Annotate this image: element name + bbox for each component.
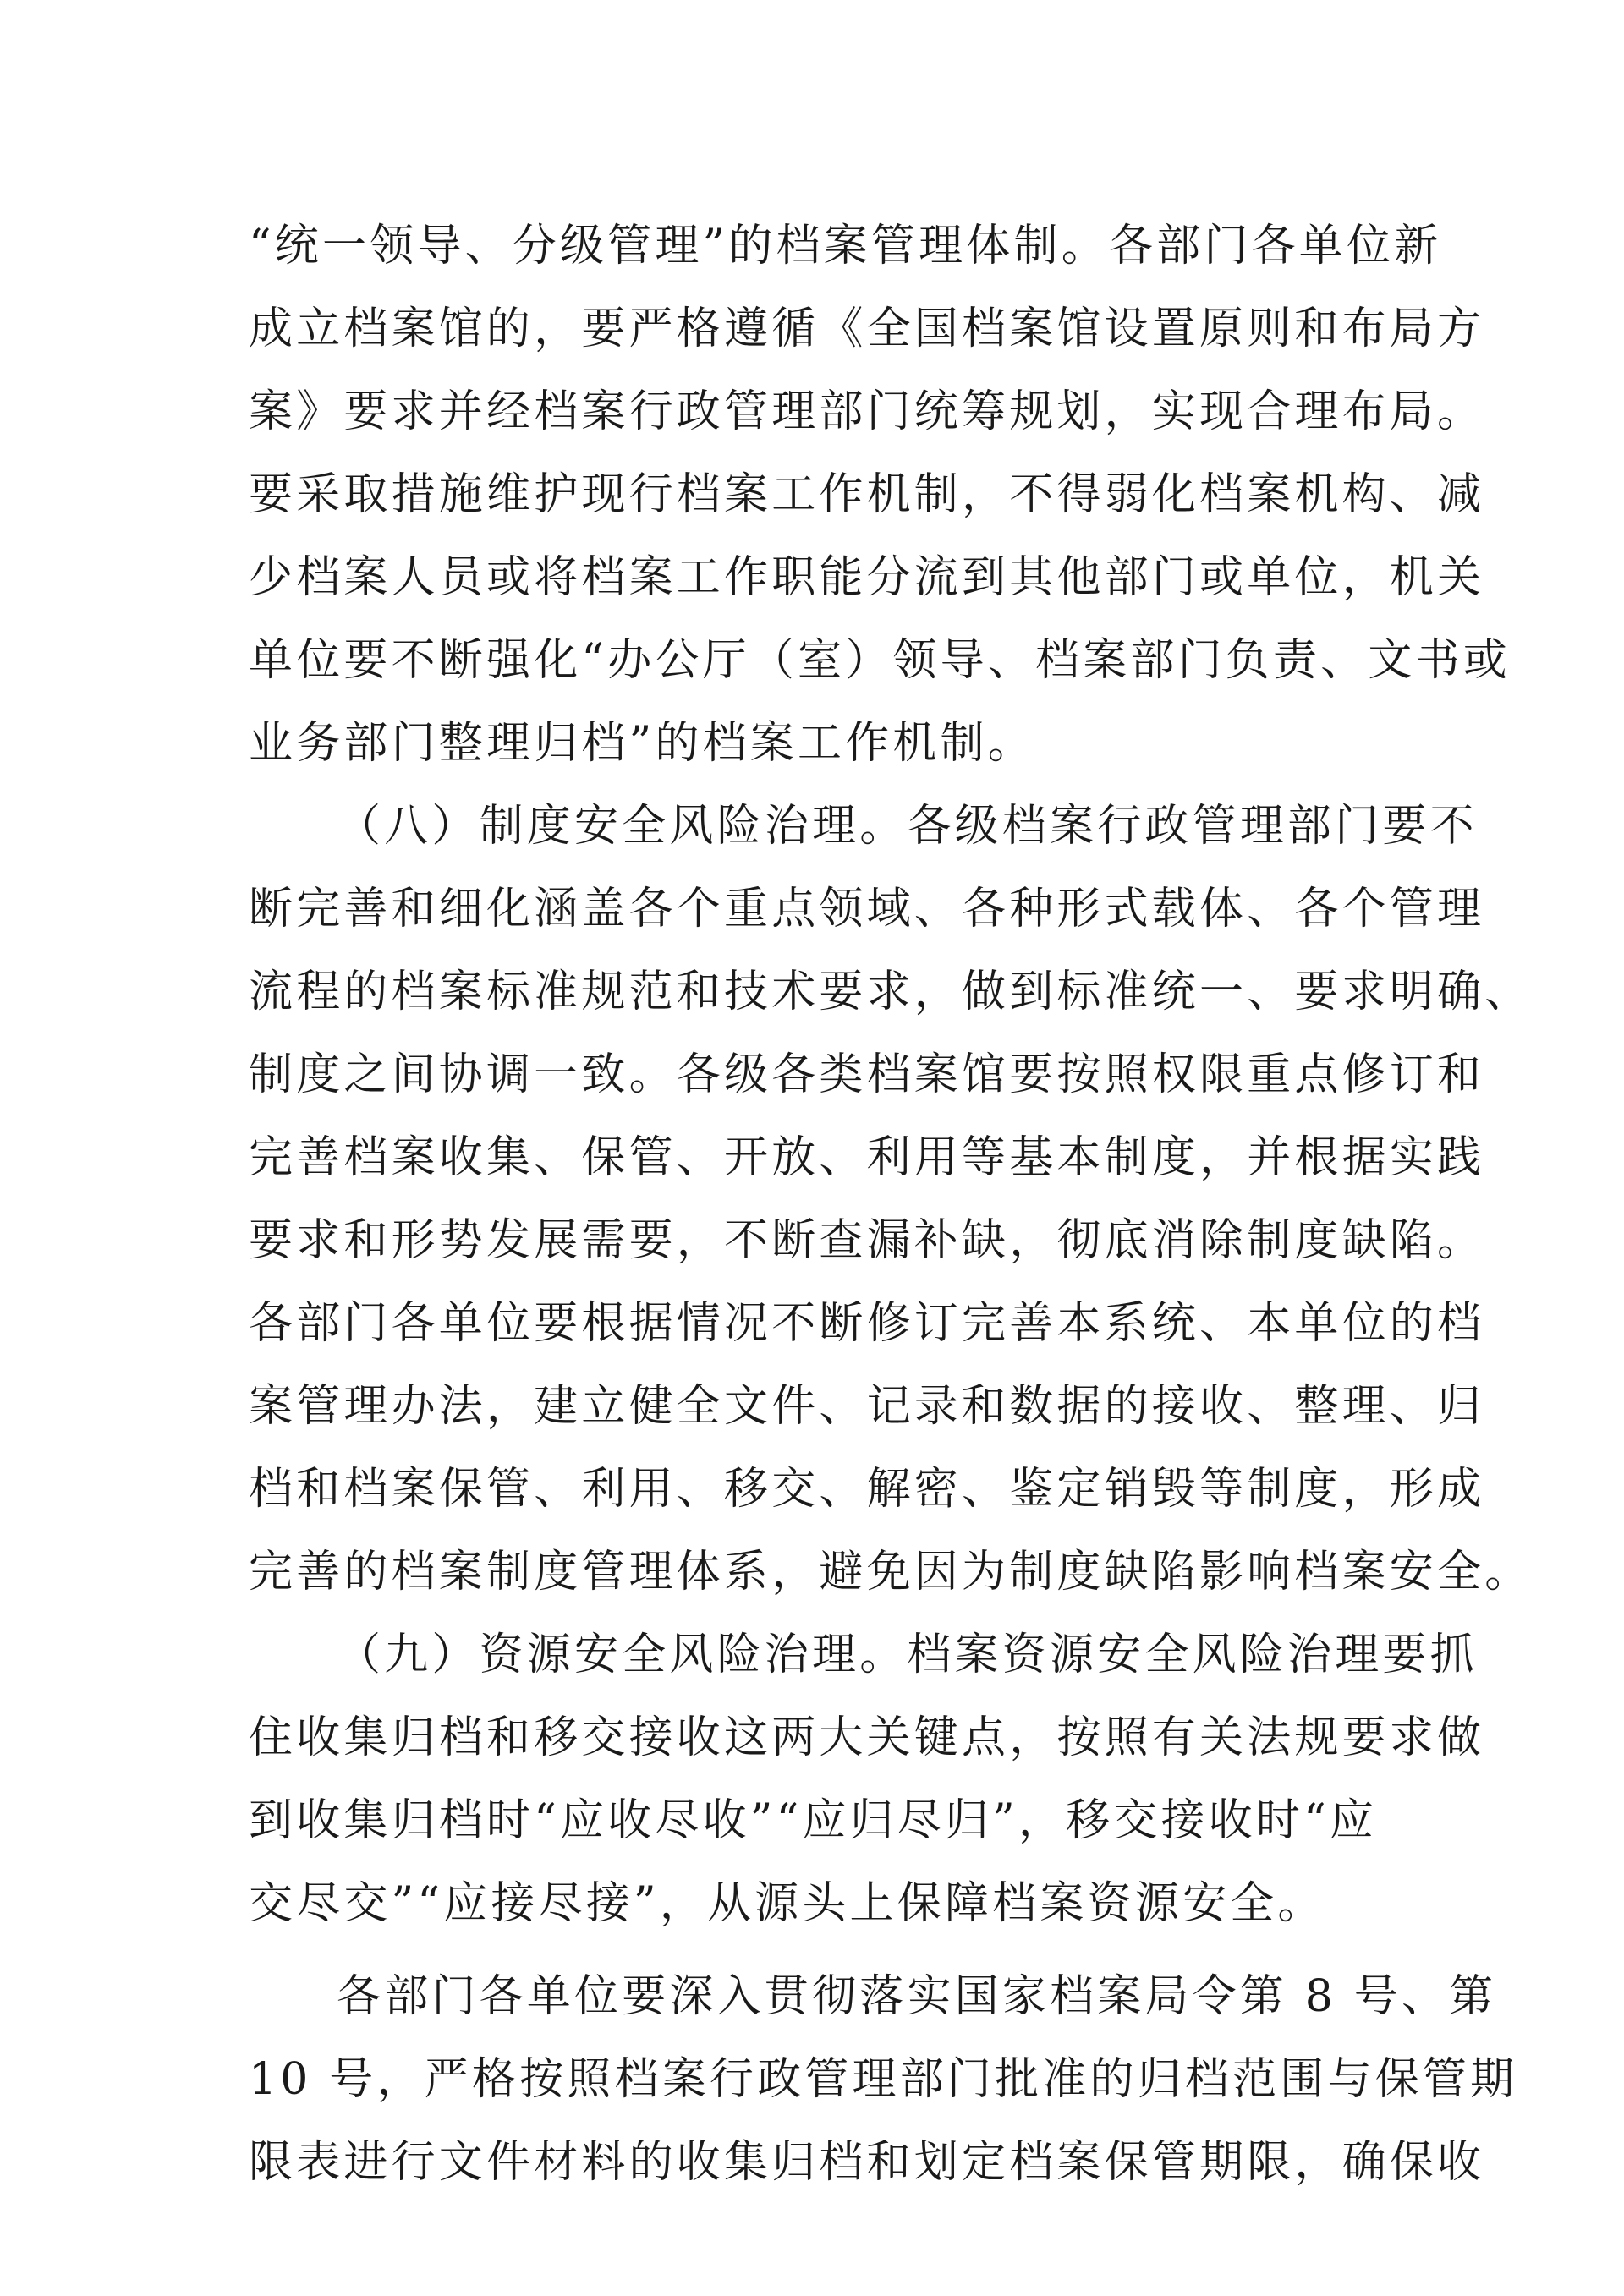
document-body bbox=[249, 205, 1533, 2204]
text-line: 各部门各单位要根据情况不断修订完善本系统、本单位的档 bbox=[249, 1298, 1485, 1349]
text-line: 流程的档案标准规范和技术要求，做到标准统一、要求明确、 bbox=[249, 967, 1533, 1017]
text-line: 交尽交”“应接尽接”，从源头上保障档案资源安全。 bbox=[249, 1878, 1325, 1929]
text-line: 业务部门整理归档”的档案工作机制。 bbox=[249, 718, 1035, 769]
text-line: 要采取措施维护现行档案工作机制，不得弱化档案机构、减 bbox=[249, 469, 1485, 520]
paragraph-implementation bbox=[249, 1955, 1518, 2204]
text-line: 少档案人员或将档案工作职能分流到其他部门或单位，机关 bbox=[249, 552, 1485, 603]
text-line: 住收集归档和移交接收这两大关键点，按照有关法规要求做 bbox=[249, 1712, 1485, 1763]
text-line: “统一领导、分级管理”的档案管理体制。各部门各单位新 bbox=[249, 221, 1442, 271]
text-line: 各部门各单位要深入贯彻落实国家档案局令第 8 号、第 bbox=[337, 1971, 1497, 2022]
text-line: 到收集归档时“应收尽收”“应归尽归”，移交接收时“应 bbox=[249, 1795, 1378, 1846]
text-line: 档和档案保管、利用、移交、解密、鉴定销毁等制度，形成 bbox=[249, 1464, 1485, 1515]
text-line: 限表进行文件材料的收集归档和划定档案保管期限，确保收 bbox=[249, 2137, 1485, 2188]
text-line: （九）资源安全风险治理。档案资源安全风险治理要抓 bbox=[337, 1630, 1478, 1680]
text-line: 完善的档案制度管理体系，避免因为制度缺陷影响档案安全。 bbox=[249, 1547, 1533, 1597]
text-line: 完善档案收集、保管、开放、利用等基本制度，并根据实践 bbox=[249, 1132, 1485, 1183]
text-line: 单位要不断强化“办公厅（室）领导、档案部门负责、文书或 bbox=[249, 635, 1511, 686]
text-line: （八）制度安全风险治理。各级档案行政管理部门要不 bbox=[337, 801, 1478, 852]
paragraph-section-8 bbox=[249, 785, 1533, 1614]
text-line: 10 号，严格按照档案行政管理部门批准的归档范围与保管期 bbox=[249, 2054, 1518, 2105]
paragraph-gap bbox=[249, 1945, 1416, 1955]
text-line: 断完善和细化涵盖各个重点领域、各种形式载体、各个管理 bbox=[249, 884, 1485, 934]
text-line: 案管理办法，建立健全文件、记录和数据的接收、整理、归 bbox=[249, 1381, 1485, 1432]
paragraph-institutional-system bbox=[249, 205, 1511, 785]
text-line: 制度之间协调一致。各级各类档案馆要按照权限重点修订和 bbox=[249, 1049, 1485, 1100]
paragraph-section-9 bbox=[249, 1614, 1485, 1945]
text-line: 要求和形势发展需要，不断查漏补缺，彻底消除制度缺陷。 bbox=[249, 1215, 1485, 1266]
text-line: 案》要求并经档案行政管理部门统筹规划，实现合理布局。 bbox=[249, 386, 1485, 437]
text-line: 成立档案馆的，要严格遵循《全国档案馆设置原则和布局方 bbox=[249, 304, 1485, 354]
